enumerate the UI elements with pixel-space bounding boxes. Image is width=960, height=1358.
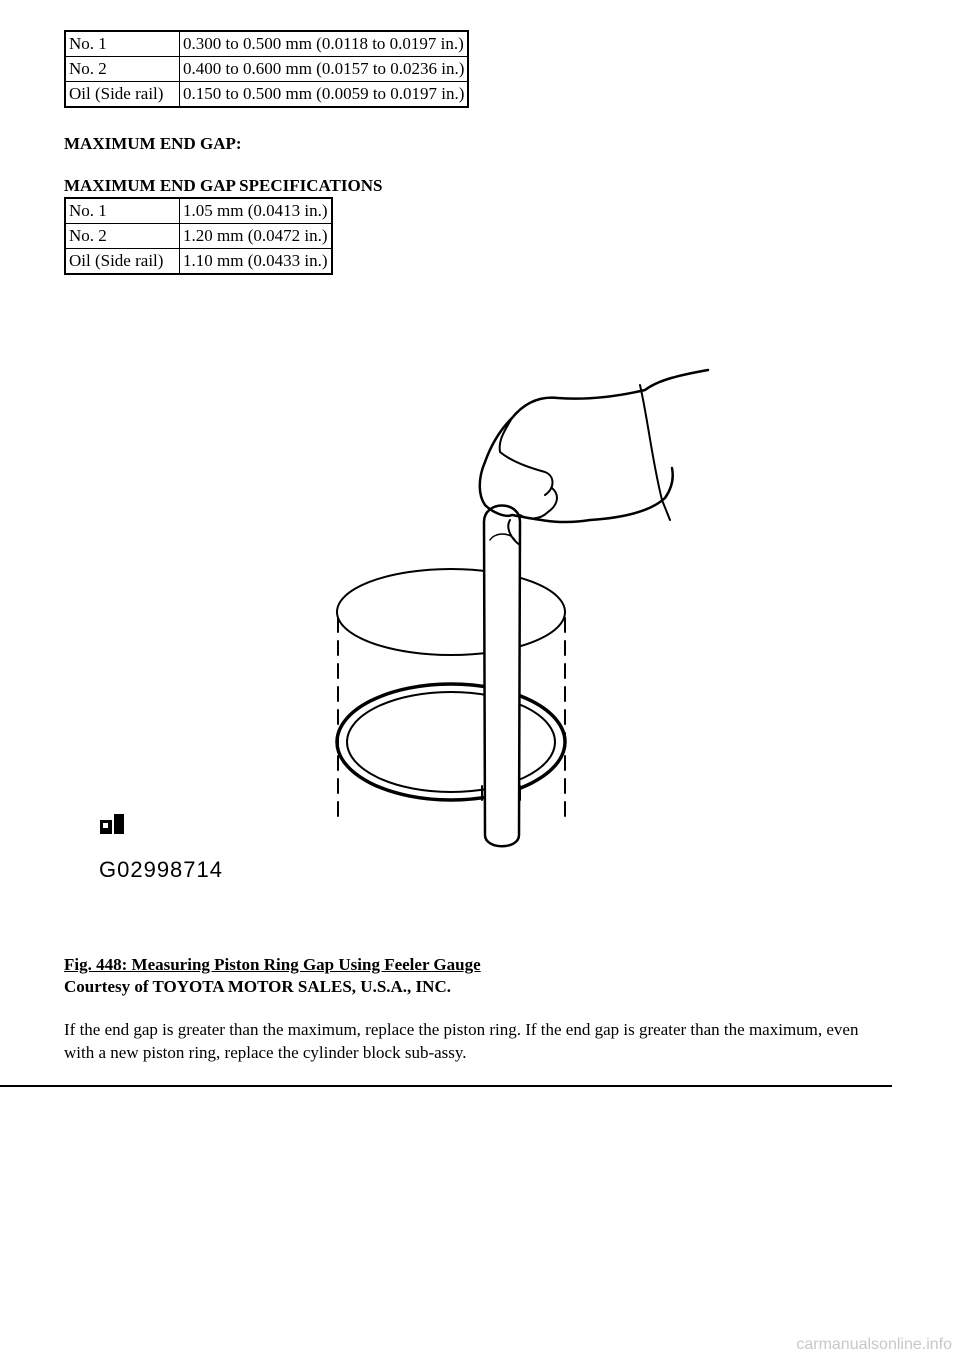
table-cell-value: 0.400 to 0.600 mm (0.0157 to 0.0236 in.) — [180, 57, 469, 82]
table-cell-value: 1.20 mm (0.0472 in.) — [180, 224, 332, 249]
hand-thumb — [500, 418, 553, 495]
table-cell-label: No. 1 — [65, 31, 180, 57]
table-row — [65, 31, 468, 57]
table-cell-label: No. 1 — [65, 198, 180, 224]
max-end-gap-table — [64, 197, 333, 275]
table-cell-label: No. 2 — [65, 57, 180, 82]
table-cell-label: Oil (Side rail) — [65, 249, 180, 275]
table-cell-label: Oil (Side rail) — [65, 82, 180, 108]
max-end-gap-spec-heading: MAXIMUM END GAP SPECIFICATIONS — [64, 176, 383, 195]
table-row — [65, 224, 332, 249]
section-divider — [0, 1085, 892, 1087]
max-end-gap-heading: MAXIMUM END GAP: — [64, 134, 242, 153]
table-row — [65, 198, 332, 224]
table-row — [65, 249, 332, 275]
piston-ring-illustration — [90, 362, 730, 902]
hand-outline — [480, 370, 708, 522]
feeler-gauge-blade — [484, 506, 520, 847]
table-cell-label: No. 2 — [65, 224, 180, 249]
cylinder-top-outline — [337, 569, 565, 655]
table-cell-value: 0.300 to 0.500 mm (0.0118 to 0.0197 in.) — [180, 31, 469, 57]
figure-view-icon — [99, 812, 127, 836]
table-cell-value: 0.150 to 0.500 mm (0.0059 to 0.0197 in.) — [180, 82, 469, 108]
instruction-paragraph: If the end gap is greater than the maximum, replace the piston ring. If the end gap is greater than the maximum, even with a new piston ring, replace the cylinder block sub-assy. — [64, 1020, 859, 1062]
table-row — [65, 82, 468, 108]
end-gap-table — [64, 30, 469, 108]
figure-caption-link[interactable]: Fig. 448: Measuring Piston Ring Gap Using Feeler Gauge — [64, 955, 481, 974]
table-cell-value: 1.10 mm (0.0433 in.) — [180, 249, 332, 275]
watermark: carmanualsonline.info — [796, 1336, 952, 1353]
sleeve-cuff — [640, 385, 670, 520]
table-row — [65, 57, 468, 82]
piston-ring-inner — [347, 692, 555, 792]
table-cell-value: 1.05 mm (0.0413 in.) — [180, 198, 332, 224]
figure-courtesy: Courtesy of TOYOTA MOTOR SALES, U.S.A., INC. — [64, 977, 451, 996]
piston-ring-outer — [337, 684, 565, 800]
figure-id: G02998714 — [99, 857, 223, 882]
